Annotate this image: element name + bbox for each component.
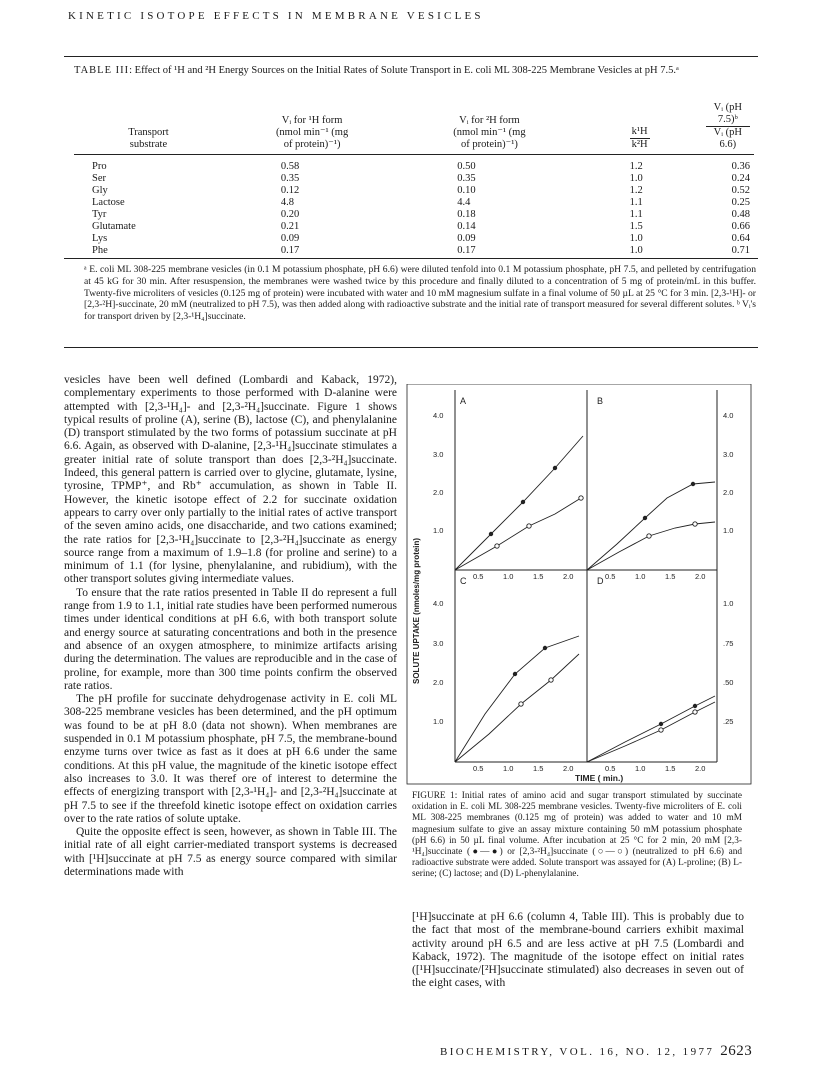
table-cell: 0.12: [280, 185, 300, 196]
table-row: [74, 209, 754, 221]
panel-label-b: B: [597, 396, 604, 406]
header-k-ratio: $\frac{\text{k¹H}}{\text{k²H}}$: [578, 102, 702, 155]
table-cell: 0.66: [731, 221, 750, 232]
xtick: 1.5: [533, 764, 544, 773]
table-cell: 0.25: [731, 197, 750, 208]
point-a-2h: [527, 524, 531, 528]
point-a-2h: [495, 544, 499, 548]
y-axis-label: SOLUTE UPTAKE (nmoles/mg protein): [412, 537, 421, 684]
xtick: 2.0: [563, 764, 574, 773]
xtick: 1.0: [635, 572, 646, 581]
point-c-2h: [549, 678, 553, 682]
table-cell: 0.14: [457, 221, 476, 232]
table-cell: Lys: [92, 233, 108, 244]
table-bottom-rule: [64, 258, 758, 259]
xtick: 2.0: [563, 572, 574, 581]
ytick: 3.0: [433, 450, 444, 459]
xtick: 2.0: [695, 572, 706, 581]
table-row: [74, 233, 754, 245]
table-cell: 1.2: [629, 185, 643, 196]
curve-b-2h: [587, 522, 715, 570]
point-c-1h: [543, 646, 547, 650]
point-a-1h: [553, 466, 557, 470]
point-d-2h: [693, 710, 697, 714]
ytick: 2.0: [433, 678, 444, 687]
page-number: 2623: [720, 1043, 753, 1059]
ytick: 3.0: [723, 450, 734, 459]
header-ph-ratio: $\frac{\text{Vᵢ (pH 7.5)ᵇ}}{\text{Vᵢ (pH 6.6)}}$: [702, 102, 754, 155]
point-c-1h: [513, 672, 517, 676]
table-row: [74, 197, 754, 209]
ytick: 4.0: [433, 599, 444, 608]
point-b-2h: [693, 522, 697, 526]
point-a-1h: [521, 500, 525, 504]
ytick: .25: [723, 717, 734, 726]
x-axis-label: TIME ( min.): [575, 773, 624, 783]
table-row: [74, 173, 754, 185]
ytick: .75: [723, 639, 734, 648]
footnote-rule: [64, 347, 758, 348]
ytick: 1.0: [433, 526, 444, 535]
table-cell: Ser: [92, 173, 106, 184]
table-cell: 0.52: [731, 185, 750, 196]
point-d-2h: [659, 728, 663, 732]
figure-frame: [407, 384, 751, 784]
xtick: 0.5: [473, 572, 484, 581]
table-cell: 1.0: [629, 233, 643, 244]
xtick: 0.5: [605, 572, 616, 581]
header-transport-substrate: Transport substrate: [74, 102, 223, 155]
running-head: KINETIC ISOTOPE EFFECTS IN MEMBRANE VESICLES: [68, 10, 484, 22]
body-left-column: [64, 374, 397, 879]
journal-citation: BIOCHEMISTRY, VOL. 16, NO. 12, 1977: [440, 1046, 715, 1058]
table-cell: 0.64: [731, 233, 750, 244]
point-b-1h: [643, 516, 647, 520]
xtick: 2.0: [695, 764, 706, 773]
panel-label-c: C: [460, 576, 467, 586]
figure-1: [405, 384, 755, 786]
table-cell: 1.0: [629, 173, 643, 184]
curve-c-1h: [455, 636, 579, 762]
table-cell: 0.20: [280, 209, 300, 220]
paragraph: Quite the opposite effect is seen, however, as shown in Table III. The initial rate of all eight carrier-mediated transport systems is decreased with [¹H]succinate at pH 7.5 as energy source compared with similar determinations made with: [64, 826, 397, 878]
table-cell: 1.2: [629, 161, 643, 172]
table-body: [74, 155, 754, 258]
table-cell: 0.36: [731, 161, 750, 172]
xtick: 1.0: [503, 572, 514, 581]
table-cell: Phe: [92, 245, 108, 256]
table-cell: 0.35: [457, 173, 476, 184]
paragraph: To ensure that the rate ratios presented in Table II do represent a full range from 1.9 to 1.1, initial rate studies have been performed numerous times under identical conditions at pH 6.6, with both transport solute and energy source at saturating concentrations and both in the presence and absence of an oxygen atmosphere, to minimize artifacts arising during the determination. The values are reproducible and in the case of proline, for example, more than 300 time points confirm the observed rate ratios.: [64, 586, 397, 692]
table-cell: 0.48: [731, 209, 750, 220]
table-cell: 0.58: [280, 161, 300, 172]
table-cell: 1.1: [629, 197, 643, 208]
table-cell: 1.1: [629, 209, 643, 220]
table-cell: 0.18: [457, 209, 476, 220]
point-b-1h: [691, 482, 695, 486]
xtick: 1.5: [533, 572, 544, 581]
header-vi-2h: Vᵢ for ²H form (nmol min⁻¹ (mg of protein)⁻¹): [401, 102, 577, 155]
table-cell: 0.50: [457, 161, 476, 172]
xtick: 0.5: [473, 764, 484, 773]
table-title-text: : Effect of ¹H and ²H Energy Sources on the Initial Rates of Solute Transport in E. coli ML 308-225 Membrane Vesicles at pH 7.5.ᵃ: [129, 65, 679, 76]
table-cell: Glutamate: [92, 221, 136, 232]
header-vi-1h: Vᵢ for ¹H form (nmol min⁻¹ (mg of protein)⁻¹): [223, 102, 401, 155]
transport-rate-table: [74, 102, 754, 257]
xtick: 1.0: [503, 764, 514, 773]
table-cell: 0.09: [457, 233, 476, 244]
point-d-1h: [693, 704, 697, 708]
table-cell: Lactose: [92, 197, 125, 208]
point-b-2h: [647, 534, 651, 538]
page-footer: [440, 1043, 752, 1060]
table-cell: Gly: [92, 185, 108, 196]
paragraph: vesicles have been well defined (Lombardi and Kaback, 1972), complementary experiments to those performed with D-alanine were attempted with [2,3-¹H₄]- and [2,3-²H₄]succinate. Figure 1 shows typical results of proline (A), serine (B), lactose (C), and phenylalanine (D) transport stimulated by the two forms of potassium succinate at pH 6.6. Again, as observed with D-alanine, [2,3-¹H₄]succinate stimulates a greater initial rate of solute transport than does [2,3-²H₄]succinate. Indeed, this general pattern is carried over to glycine, glutamate, lysine, tyrosine, TPMP⁺, and Rb⁺ accumulation, as shown in Table II. However, the kinetic isotope effect of 2.2 for succinate oxidation appears to carry over only partially to the initial rates of active transport of the seven amino acids, one disaccharide, and two cations examined; the rate ratios for [2,3-¹H₄]succinate to [2,3-²H₄]succinate as energy source range from a maximum of 1.9–1.8 (for proline and serine) to a minimum of 1.1 (for lysine, phenylalanine, and rubidium), with the other transport solutes giving intermediate values.: [64, 374, 397, 586]
ytick: 2.0: [723, 488, 734, 497]
table-row: [74, 185, 754, 197]
table-cell: 0.71: [731, 245, 750, 256]
curve-c-2h: [455, 654, 579, 762]
table-cell: 4.8: [280, 197, 295, 208]
xtick: 1.5: [665, 764, 676, 773]
table-cell: 0.24: [731, 173, 750, 184]
table-label: TABLE III: [74, 65, 130, 76]
table-cell: Tyr: [92, 209, 107, 220]
body-right-column: [¹H]succinate at pH 6.6 (column 4, Table III). This is probably due to the fact that most of the membrane-bound carriers exhibit maximal activity around pH 6.5 and are less active at pH 7.5 (Lombardi and Kaback, 1972). The magnitude of the isotope effect on initial rates ([¹H]succinate/[²H]succinate stimulated) also decreases in seven out of the eight cases, with: [412, 911, 744, 990]
xtick: 0.5: [605, 764, 616, 773]
ytick: 2.0: [433, 488, 444, 497]
point-c-2h: [519, 702, 523, 706]
panel-label-d: D: [597, 576, 604, 586]
point-d-1h: [659, 722, 663, 726]
ytick: .50: [723, 678, 734, 687]
table-cell: 0.17: [457, 245, 476, 256]
ytick: 1.0: [723, 526, 734, 535]
xtick: 1.0: [635, 764, 646, 773]
curve-a-1h: [455, 436, 583, 570]
ytick: 1.0: [433, 717, 444, 726]
ytick: 4.0: [433, 411, 444, 420]
table-cell: Pro: [92, 161, 107, 172]
ytick: 1.0: [723, 599, 734, 608]
table-row: [74, 155, 754, 174]
table-cell: 1.5: [629, 221, 643, 232]
table-title: [74, 64, 754, 77]
curve-a-2h: [455, 498, 581, 570]
table-footnote: ᵃ E. coli ML 308-225 membrane vesicles (in 0.1 M potassium phosphate, pH 6.6) were diluted tenfold into 0.1 M potassium phosphate, pH 7.5, and pelleted by centrifugation at 45 kG for 30 min. After resuspension, the membranes were washed twice by this procedure and finally diluted to a concentration of 5 mg of protein/mL in this buffer. Twenty-five microliters of vesicles (0.125 mg of protein) were incubated with water and 10 mM magnesium sulfate in a final volume of 50 µL at 25 °C for 3 min. [2,3-¹H]- or [2,3-²H]-succinate, 20 mM (neutralized to pH 7.5), was then added along with radioactive substrate and the initial rate of transport measured for several different solutes. ᵇ Vᵢ's for transport driven by [2,3-¹H₄]succinate.: [84, 264, 756, 323]
point-a-2h: [579, 496, 583, 500]
ytick: 3.0: [433, 639, 444, 648]
panel-label-a: A: [460, 396, 467, 406]
table-row: [74, 221, 754, 233]
table-top-rule: [64, 56, 758, 57]
table-cell: 4.4: [457, 197, 471, 208]
table-row: [74, 245, 754, 257]
table-cell: 0.21: [280, 221, 300, 232]
table-cell: 0.10: [457, 185, 476, 196]
ytick: 4.0: [723, 411, 734, 420]
table-cell: 0.35: [280, 173, 300, 184]
table-cell: 0.09: [280, 233, 300, 244]
point-a-1h: [489, 532, 493, 536]
paragraph: The pH profile for succinate dehydrogenase activity in E. coli ML 308-225 membrane vesicles has been determined, and the pH optimum was found to be at pH 8.0 (data not shown). When membranes are suspended in 0.1 M potassium phosphate, pH 7.5, the membrane-bound enzyme turns over twice as fast as it does at pH 6.6 under the same conditions. At this pH value, the magnitude of the kinetic isotope effect also increases to 3.0. It was theref ore of interest to determine the effects of energizing transport with [2,3-¹H₄]- and [2,3-²H₄]succinate at pH 7.5 to see if the threefold kinetic isotope effect on oxidation carries over to the rate ratios of solute uptake.: [64, 693, 397, 825]
xtick: 1.5: [665, 572, 676, 581]
table-cell: 0.17: [280, 245, 300, 256]
table-cell: 1.0: [629, 245, 643, 256]
figure-caption: FIGURE 1: Initial rates of amino acid and sugar transport stimulated by succinate oxidation in E. coli ML 308-225 membrane vesicles. Twenty-five microliters of E. coli ML 308-225 membranes (0.125 mg of protein) was added to water and 10 mM magnesium sulfate to give an assay mixture containing 50 mM potassium phosphate (pH 6.6) in 50 µL final volume. After incubation at 25 °C for 2 min, 20 mM [2,3-¹H₄]succinate (●—●) or [2,3-²H₄]succinate (○—○) (neutralized to pH 6.6) and radioactive substrate were added. Solute transport was assayed for (A) L-proline; (B) L-serine; (C) lactose; and (D) L-phenylalanine.: [412, 791, 742, 880]
